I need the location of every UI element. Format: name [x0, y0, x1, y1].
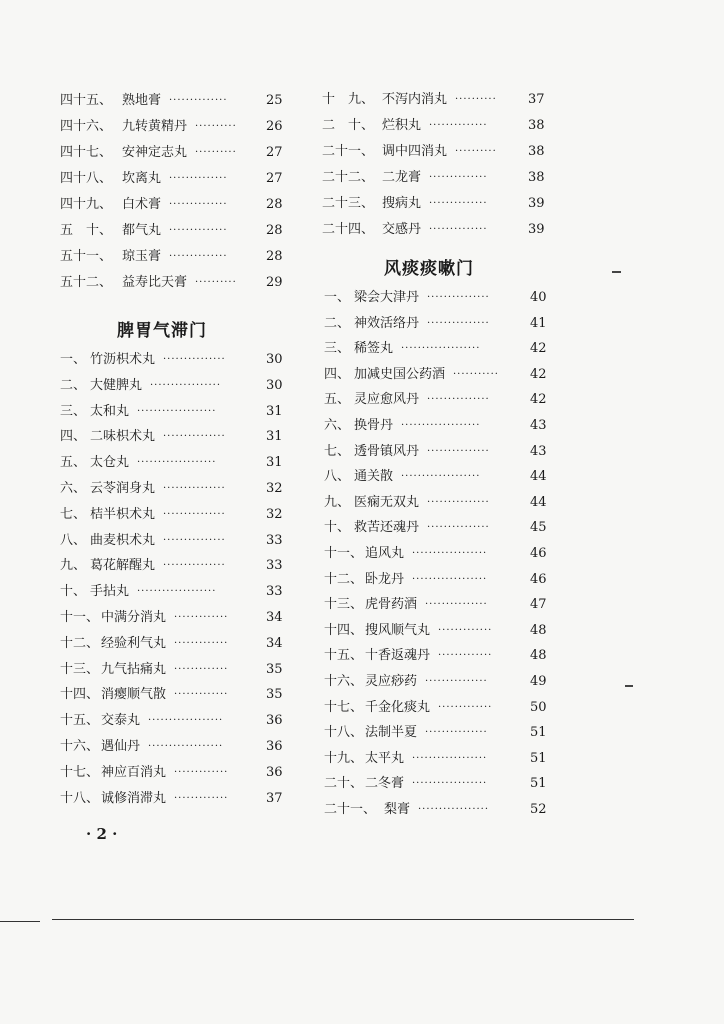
leader-dots: ···················	[401, 420, 481, 431]
leader-dots: ··············	[429, 172, 488, 183]
entry-number: 十二、	[60, 635, 100, 651]
entry-number: 四十九、	[60, 197, 113, 212]
entry-page-number: 50	[530, 699, 547, 715]
entry-page-number: 31	[266, 403, 283, 419]
leader-dots: ··········	[195, 147, 237, 158]
entry-title: 桔半枳术丸	[90, 506, 156, 522]
entry-title: 九气拈痛丸	[101, 661, 167, 677]
entry-page-number: 34	[266, 610, 283, 625]
entry-page-number: 29	[266, 275, 283, 290]
entry-page-number: 42	[530, 392, 547, 408]
entry-page-number: 34	[266, 635, 283, 651]
entry-page-number: 32	[266, 481, 283, 496]
toc-entry	[324, 467, 548, 487]
entry-number: 八、	[324, 469, 351, 485]
entry-number: 四十八、	[60, 171, 113, 186]
entry-page-number: 44	[530, 469, 547, 485]
toc-entry	[324, 442, 548, 462]
section-heading-wind-phlegm: 风痰痰嗽门	[384, 259, 474, 279]
entry-title: 追风丸	[365, 546, 405, 561]
leader-dots: ··················	[412, 573, 488, 585]
entry-title: 神应百消丸	[101, 764, 167, 780]
toc-entry	[60, 402, 284, 422]
leader-dots: ···············	[163, 534, 226, 546]
leader-dots: ·············	[438, 650, 493, 662]
leader-dots: ···············	[163, 508, 226, 520]
toc-entry	[324, 314, 548, 334]
leader-dots: ···················	[137, 405, 217, 417]
leader-dots: ···············	[163, 560, 226, 572]
entry-page-number: 49	[530, 674, 547, 689]
entry-title: 太和丸	[90, 403, 130, 419]
entry-title: 换骨丹	[354, 418, 394, 433]
entry-number: 四、	[324, 366, 351, 382]
toc-entry	[324, 288, 548, 308]
entry-number: 五十一、	[60, 249, 113, 264]
leader-dots: ···············	[425, 599, 488, 611]
leader-dots: ··············	[169, 95, 228, 106]
toc-entry	[60, 789, 284, 809]
entry-title: 虎骨药酒	[365, 597, 418, 613]
entry-number: 十、	[60, 584, 87, 600]
entry-title: 梨膏	[384, 802, 411, 817]
entry-title: 稀签丸	[354, 341, 394, 357]
entry-title: 卧龙丹	[365, 571, 405, 587]
leader-dots: ···············	[427, 317, 490, 329]
entry-page-number: 28	[266, 249, 283, 264]
toc-entry	[322, 194, 546, 214]
leader-dots: ··················	[412, 778, 488, 790]
scan-edge-line	[52, 919, 634, 920]
leader-dots: ·············	[174, 637, 229, 649]
entry-title: 千金化痰丸	[365, 699, 431, 715]
leader-dots: ··················	[412, 752, 488, 764]
leader-dots: ·············	[174, 612, 229, 623]
entry-page-number: 46	[530, 571, 547, 587]
entry-number: 五十二、	[60, 275, 113, 290]
leader-dots: ·············	[438, 624, 493, 636]
leader-dots: ···············	[427, 496, 490, 508]
entry-number: 二、	[60, 377, 87, 393]
leader-dots: ·············	[174, 689, 229, 701]
entry-number: 五、	[324, 392, 351, 408]
entry-title: 诚修消滞丸	[101, 790, 167, 806]
entry-number: 四十七、	[60, 145, 113, 160]
toc-entry	[60, 634, 284, 654]
toc-entry	[60, 221, 284, 241]
entry-title: 都气丸	[122, 223, 162, 238]
entry-title: 二冬膏	[365, 776, 405, 792]
entry-number: 十六、	[60, 739, 100, 754]
toc-entry	[60, 737, 284, 757]
entry-number: 九、	[60, 558, 87, 574]
entry-page-number: 39	[528, 222, 545, 237]
toc-entry	[60, 350, 284, 370]
leader-dots: ··················	[148, 741, 224, 752]
entry-title: 搜病丸	[382, 196, 422, 211]
entry-number: 十、	[324, 520, 351, 536]
entry-number: 十一、	[324, 546, 364, 561]
entry-title: 二龙膏	[382, 170, 422, 185]
entry-number: 八、	[60, 532, 87, 548]
entry-title: 安神定志丸	[122, 145, 188, 160]
toc-entry	[324, 570, 548, 590]
toc-entry	[324, 774, 548, 794]
toc-entry	[60, 376, 284, 396]
entry-page-number: 42	[530, 366, 547, 382]
entry-page-number: 25	[266, 93, 283, 108]
entry-number: 十二、	[324, 571, 364, 587]
entry-title: 法制半夏	[365, 725, 418, 741]
toc-entry	[324, 595, 548, 615]
toc-entry	[322, 142, 546, 162]
leader-dots: ···············	[427, 292, 490, 303]
leader-dots: ··········	[195, 277, 237, 288]
leader-dots: ··············	[429, 198, 488, 209]
entry-title: 大健脾丸	[90, 377, 143, 393]
entry-number: 二、	[324, 315, 351, 331]
toc-entry	[324, 646, 548, 666]
entry-page-number: 36	[266, 739, 283, 754]
entry-title: 加减史国公药酒	[354, 366, 446, 382]
toc-entry	[60, 273, 284, 293]
entry-number: 二十一、	[324, 802, 377, 817]
entry-number: 二 十、	[322, 118, 375, 133]
entry-page-number: 52	[530, 802, 547, 817]
toc-entry	[324, 621, 548, 641]
leader-dots: ···············	[163, 354, 226, 365]
toc-entry	[60, 711, 284, 731]
scan-speck	[625, 685, 633, 687]
entry-title: 熟地膏	[122, 93, 162, 108]
leader-dots: ·················	[418, 804, 490, 815]
leader-dots: ···················	[137, 457, 217, 469]
entry-page-number: 26	[266, 119, 283, 134]
entry-page-number: 27	[266, 145, 283, 160]
toc-entry	[324, 339, 548, 359]
entry-page-number: 42	[530, 341, 547, 357]
entry-number: 一、	[60, 352, 87, 367]
entry-number: 十六、	[324, 674, 364, 689]
entry-title: 云苓润身丸	[90, 481, 156, 496]
entry-title: 交感丹	[382, 222, 422, 237]
entry-number: 十七、	[324, 699, 364, 715]
entry-number: 三、	[324, 341, 351, 357]
leader-dots: ···············	[425, 727, 488, 739]
entry-page-number: 51	[530, 725, 547, 741]
leader-dots: ··········	[455, 94, 497, 105]
entry-title: 曲麦枳术丸	[90, 532, 156, 548]
entry-number: 七、	[60, 506, 87, 522]
leader-dots: ···················	[401, 343, 481, 355]
entry-title: 益寿比天膏	[122, 275, 188, 290]
toc-entry	[60, 453, 284, 473]
entry-page-number: 31	[266, 429, 283, 445]
entry-page-number: 33	[266, 584, 283, 600]
entry-page-number: 41	[530, 315, 547, 331]
entry-number: 十八、	[60, 790, 100, 806]
leader-dots: ··········	[455, 146, 497, 157]
leader-dots: ··············	[169, 251, 228, 262]
toc-entry	[322, 220, 546, 240]
entry-page-number: 38	[528, 170, 545, 185]
entry-number: 六、	[324, 418, 351, 433]
toc-entry	[322, 90, 546, 110]
entry-number: 十七、	[60, 764, 100, 780]
entry-page-number: 48	[530, 648, 547, 664]
toc-entry	[60, 685, 284, 705]
entry-title: 灵应痧药	[365, 674, 418, 689]
entry-title: 救苦还魂丹	[354, 520, 420, 536]
entry-number: 十八、	[324, 725, 364, 741]
entry-title: 竹沥枳术丸	[90, 352, 156, 367]
leader-dots: ···············	[163, 483, 226, 494]
entry-title: 十香返魂丹	[365, 648, 431, 664]
toc-entry	[60, 505, 284, 525]
entry-title: 搜风顺气丸	[365, 622, 431, 638]
entry-page-number: 31	[266, 455, 283, 471]
toc-entry	[60, 247, 284, 267]
toc-entry	[324, 672, 548, 692]
toc-entry	[324, 800, 548, 820]
scan-speck	[612, 271, 621, 273]
entry-title: 消瘿顺气散	[101, 687, 167, 703]
entry-page-number: 36	[266, 764, 283, 780]
toc-entry	[60, 660, 284, 680]
entry-title: 琼玉膏	[122, 249, 162, 264]
toc-entry	[322, 116, 546, 136]
toc-entry	[324, 493, 548, 513]
entry-title: 经验利气丸	[101, 635, 167, 651]
entry-title: 医痫无双丸	[354, 494, 420, 510]
entry-number: 五、	[60, 455, 87, 471]
leader-dots: ···········	[453, 368, 499, 380]
entry-title: 白术膏	[122, 197, 162, 212]
toc-entry	[60, 556, 284, 576]
leader-dots: ···············	[427, 445, 490, 457]
leader-dots: ·············	[174, 663, 229, 675]
entry-page-number: 28	[266, 197, 283, 212]
entry-number: 二十、	[324, 776, 364, 792]
toc-entry	[60, 117, 284, 137]
entry-title: 神效活络丹	[354, 315, 420, 331]
entry-number: 七、	[324, 443, 351, 459]
leader-dots: ··············	[429, 120, 488, 131]
entry-page-number: 33	[266, 558, 283, 574]
leader-dots: ··············	[169, 173, 228, 184]
toc-entry	[324, 723, 548, 743]
entry-number: 一、	[324, 290, 351, 305]
entry-number: 五 十、	[60, 223, 113, 238]
leader-dots: ··············	[429, 224, 488, 235]
entry-page-number: 28	[266, 223, 283, 238]
toc-entry	[324, 749, 548, 769]
toc-entry	[324, 390, 548, 410]
toc-entry	[60, 479, 284, 499]
leader-dots: ···················	[401, 471, 481, 483]
entry-page-number: 46	[530, 546, 547, 561]
entry-page-number: 38	[528, 144, 545, 159]
leader-dots: ·············	[174, 792, 229, 804]
entry-page-number: 40	[530, 290, 547, 305]
entry-page-number: 27	[266, 171, 283, 186]
entry-page-number: 44	[530, 494, 547, 510]
entry-title: 九转黄精丹	[122, 119, 188, 134]
entry-title: 葛花解醒丸	[90, 558, 156, 574]
entry-number: 十三、	[60, 661, 100, 677]
toc-entry	[324, 416, 548, 436]
toc-entry	[60, 143, 284, 163]
toc-entry	[60, 531, 284, 551]
entry-number: 十 九、	[322, 92, 375, 107]
entry-number: 十九、	[324, 750, 364, 766]
entry-title: 灵应愈风丹	[354, 392, 420, 408]
entry-page-number: 38	[528, 118, 545, 133]
entry-number: 三、	[60, 403, 87, 419]
entry-page-number: 30	[266, 352, 283, 367]
entry-number: 四、	[60, 429, 87, 445]
leader-dots: ··················	[148, 715, 224, 727]
entry-number: 十五、	[324, 648, 364, 664]
entry-number: 六、	[60, 481, 87, 496]
leader-dots: ··············	[169, 199, 228, 210]
entry-title: 烂积丸	[382, 118, 422, 133]
section-heading-spleen-stomach: 脾胃气滞门	[117, 321, 207, 341]
entry-number: 九、	[324, 494, 351, 510]
entry-number: 十四、	[324, 622, 364, 638]
entry-number: 四十五、	[60, 93, 113, 108]
entry-title: 不泻内消丸	[382, 92, 448, 107]
entry-number: 二十四、	[322, 222, 375, 237]
toc-entry	[324, 698, 548, 718]
entry-number: 十一、	[60, 610, 100, 625]
entry-page-number: 37	[528, 92, 545, 107]
leader-dots: ···············	[427, 522, 490, 534]
leader-dots: ···············	[425, 676, 488, 687]
entry-page-number: 51	[530, 776, 547, 792]
entry-number: 四十六、	[60, 119, 113, 134]
leader-dots: ·················	[150, 379, 222, 391]
scan-edge-line	[0, 921, 40, 922]
entry-title: 太平丸	[365, 750, 405, 766]
entry-title: 调中四消丸	[382, 144, 448, 159]
entry-title: 中满分消丸	[101, 610, 167, 625]
leader-dots: ···············	[163, 431, 226, 443]
leader-dots: ·············	[438, 701, 493, 713]
entry-title: 太仓丸	[90, 455, 130, 471]
toc-entry	[60, 763, 284, 783]
entry-number: 十四、	[60, 687, 100, 703]
entry-number: 二十一、	[322, 144, 375, 159]
entry-title: 坎离丸	[122, 171, 162, 186]
page-number: · 2 ·	[86, 825, 118, 843]
toc-entry	[60, 608, 284, 628]
toc-entry	[324, 518, 548, 538]
entry-page-number: 48	[530, 622, 547, 638]
entry-page-number: 51	[530, 750, 547, 766]
leader-dots: ··················	[412, 548, 488, 559]
entry-number: 十三、	[324, 597, 364, 613]
entry-page-number: 32	[266, 506, 283, 522]
entry-page-number: 43	[530, 418, 547, 433]
leader-dots: ··········	[195, 121, 237, 132]
entry-page-number: 45	[530, 520, 547, 536]
entry-title: 透骨镇风丹	[354, 443, 420, 459]
entry-title: 通关散	[354, 469, 394, 485]
entry-number: 二十三、	[322, 196, 375, 211]
toc-entry	[324, 544, 548, 564]
entry-page-number: 33	[266, 532, 283, 548]
entry-number: 二十二、	[322, 170, 375, 185]
entry-page-number: 43	[530, 443, 547, 459]
entry-title: 交泰丸	[101, 713, 141, 729]
toc-entry	[324, 365, 548, 385]
toc-entry	[60, 91, 284, 111]
leader-dots: ···················	[137, 586, 217, 598]
toc-entry	[60, 195, 284, 215]
entry-title: 手拈丸	[90, 584, 130, 600]
entry-page-number: 47	[530, 597, 547, 613]
leader-dots: ··············	[169, 225, 228, 236]
toc-entry	[60, 169, 284, 189]
entry-title: 二味枳术丸	[90, 429, 156, 445]
entry-title: 遇仙丹	[101, 739, 141, 754]
entry-title: 梁会大津丹	[354, 290, 420, 305]
entry-page-number: 39	[528, 196, 545, 211]
entry-page-number: 35	[266, 687, 283, 703]
entry-page-number: 35	[266, 661, 283, 677]
toc-entry	[60, 582, 284, 602]
entry-page-number: 30	[266, 377, 283, 393]
toc-entry	[60, 427, 284, 447]
entry-page-number: 37	[266, 790, 283, 806]
leader-dots: ·············	[174, 766, 229, 778]
toc-entry	[322, 168, 546, 188]
leader-dots: ···············	[427, 394, 490, 406]
entry-page-number: 36	[266, 713, 283, 729]
entry-number: 十五、	[60, 713, 100, 729]
